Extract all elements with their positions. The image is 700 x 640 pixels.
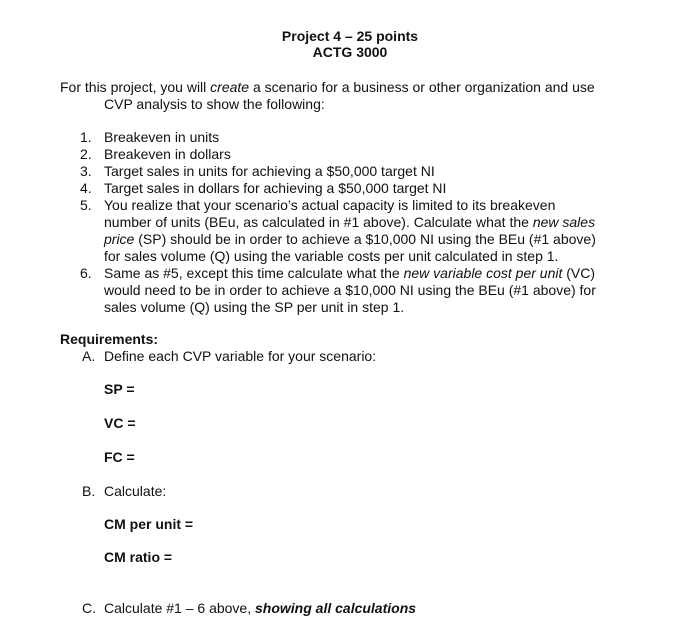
item-text: Same as #5, except this time calculate what the (104, 265, 404, 281)
list-item (60, 129, 635, 146)
intro-paragraph (60, 79, 635, 113)
item-text: Target sales in units for achieving a $50,000 target NI (104, 163, 435, 179)
project-title: Project 4 – 25 points (281, 28, 419, 44)
item-number: 2. (80, 146, 92, 162)
item-number: 1. (80, 129, 92, 145)
list-item (60, 265, 635, 316)
item-text: sales volume (Q) using the SP per unit in step 1. (104, 299, 405, 315)
list-item (60, 180, 635, 197)
item-emphasis: price (104, 231, 135, 247)
requirement-letter: A. (82, 348, 96, 364)
requirement-emphasis: showing all calculations (255, 600, 417, 616)
intro-text-1: For this project, you will (60, 79, 211, 95)
requirement-text: Define each CVP variable for your scenario: (104, 348, 377, 364)
requirement-letter: B. (82, 483, 96, 499)
requirement-text: Calculate: (104, 483, 167, 499)
item-number: 3. (80, 163, 92, 179)
item-text: (SP) should be in order to achieve a $10,000 NI using the BEu (#1 above) (134, 231, 596, 247)
item-number: 5. (80, 197, 92, 213)
requirement-b (82, 483, 166, 499)
item-text: number of units (BEu, as calculated in #1 above). Calculate what the (104, 214, 533, 230)
item-text: (VC) (562, 265, 596, 281)
item-text: You realize that your scenario’s actual capacity is limited to its breakeven (104, 197, 556, 213)
item-emphasis: new variable cost per unit (403, 265, 563, 281)
requirements-heading: Requirements: (60, 331, 159, 347)
item-number: 6. (80, 265, 92, 281)
list-item (60, 163, 635, 180)
requirement-a (82, 348, 376, 364)
cm-per-unit-label: CM per unit = (104, 516, 194, 532)
vc-label: VC = (104, 415, 136, 431)
intro-text-3: CVP analysis to show the following: (104, 96, 325, 112)
requirement-text: Calculate #1 – 6 above, (104, 600, 255, 616)
item-text: Target sales in dollars for achieving a $50,000 target NI (104, 180, 447, 196)
list-item (60, 197, 635, 265)
requirement-c (82, 600, 416, 616)
item-number: 4. (80, 180, 92, 196)
intro-emphasis: create (210, 79, 250, 95)
item-text: Breakeven in units (104, 129, 220, 145)
fc-label: FC = (104, 449, 135, 465)
item-text: would need to be in order to achieve a $10,000 NI using the BEu (#1 above) for (104, 282, 596, 298)
intro-text-2: a scenario for a business or other organization and use (249, 79, 595, 95)
sp-label: SP = (104, 381, 135, 397)
item-emphasis: new sales (532, 214, 596, 230)
cm-ratio-label: CM ratio = (104, 549, 173, 565)
item-text: Breakeven in dollars (104, 146, 231, 162)
list-item (60, 146, 635, 163)
requirement-letter: C. (82, 600, 96, 616)
header (0, 28, 700, 60)
task-list (60, 129, 635, 316)
course-code: ACTG 3000 (312, 44, 388, 60)
item-text: for sales volume (Q) using the variable costs per unit calculated in step 1. (104, 248, 559, 264)
